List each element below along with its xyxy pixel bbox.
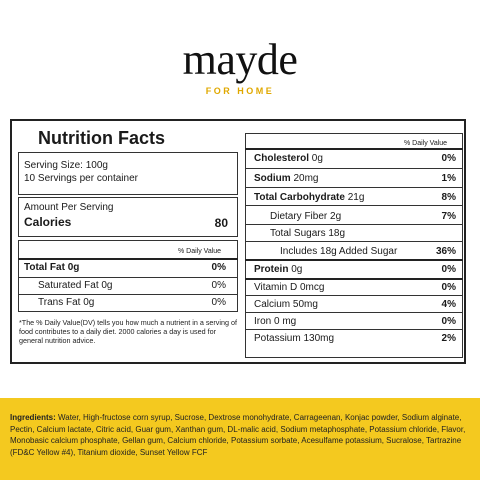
dietary-fiber-dv: 7% (441, 211, 456, 222)
servings-per-container: 10 Servings per container (24, 173, 138, 184)
ingredients-section (0, 398, 480, 480)
ingredients-label: Ingredients: (10, 413, 56, 422)
divider (245, 295, 463, 296)
amount-per-serving: Amount Per Serving (24, 202, 114, 213)
iron-dv: 0% (441, 316, 456, 327)
sodium-dv: 1% (441, 173, 456, 184)
saturated-fat-dv: 0% (211, 280, 226, 291)
potassium-label: Potassium 130mg (254, 333, 335, 344)
trans-fat-dv: 0% (211, 297, 226, 308)
divider (245, 205, 463, 206)
calcium-label: Calcium 50mg (254, 299, 318, 310)
brand-tagline: FOR HOME (205, 86, 275, 96)
cholesterol-dv: 0% (441, 153, 456, 164)
total-sugars-label: Total Sugars 18g (270, 228, 346, 239)
divider (18, 277, 238, 278)
added-sugar-label: Includes 18g Added Sugar (280, 246, 398, 257)
ingredients-text: Water, High-fructose corn syrup, Sucrose, Dextrose monohydrate, Carrageenan, Konjac powder, Sodium alginate, Pectin, Calcium lactate, Citric acid, Guar gum, Xanthan gum, DL-malic acid, Sodium metaphosphate, Potassium chloride, Flavor, Monobasic calcium phosphate, Gellan gum, Calcium chloride, Potassium sorbate, Acesulfame potassium, Sucralose, Tartrazine (FD&C Yellow #4), Titanium dioxide, Sunset Yellow FCF (10, 413, 466, 457)
iron-label: Iron 0 mg (254, 316, 297, 327)
saturated-fat-label: Saturated Fat 0g (38, 280, 113, 291)
added-sugar-dv: 36% (435, 246, 456, 257)
divider (245, 312, 463, 313)
dietary-fiber-label: Dietary Fiber 2g (270, 211, 342, 222)
left-dv-header: % Daily Value (178, 248, 222, 255)
total-carbohydrate-dv: 8% (441, 192, 456, 203)
dv-footnote: *The % Daily Value(DV) tells you how much a nutrient in a serving of food contributes to a daily diet. 2000 calories a day is used for general nutrition advice. (19, 318, 237, 345)
divider (18, 258, 238, 260)
vitamin-d-dv: 0% (441, 282, 456, 293)
vitamin-d-label: Vitamin D 0mcg (254, 282, 325, 293)
brand-logo: mayde (182, 35, 298, 84)
sodium-label: Sodium 20mg (254, 173, 319, 184)
potassium-dv: 2% (441, 333, 456, 344)
protein-label: Protein 0g (254, 264, 303, 275)
divider (245, 168, 463, 169)
divider (245, 241, 463, 242)
right-dv-header: % Daily Value (404, 140, 448, 147)
divider (245, 259, 463, 261)
calcium-dv: 4% (441, 299, 456, 310)
divider (245, 187, 463, 188)
total-fat-dv: 0% (211, 262, 226, 273)
divider (18, 294, 238, 295)
trans-fat-label: Trans Fat 0g (38, 297, 95, 308)
divider (245, 278, 463, 280)
calories-value: 80 (214, 216, 228, 230)
protein-dv: 0% (441, 264, 456, 275)
divider (245, 224, 463, 225)
divider (245, 148, 463, 150)
nutrition-facts-title: Nutrition Facts (38, 128, 166, 148)
total-carbohydrate-label: Total Carbohydrate 21g (254, 192, 365, 203)
total-fat-label: Total Fat 0g (24, 262, 80, 273)
calories-label: Calories (24, 215, 72, 229)
divider (245, 329, 463, 330)
serving-size: Serving Size: 100g (24, 160, 108, 171)
cholesterol-label: Cholesterol 0g (254, 153, 323, 164)
